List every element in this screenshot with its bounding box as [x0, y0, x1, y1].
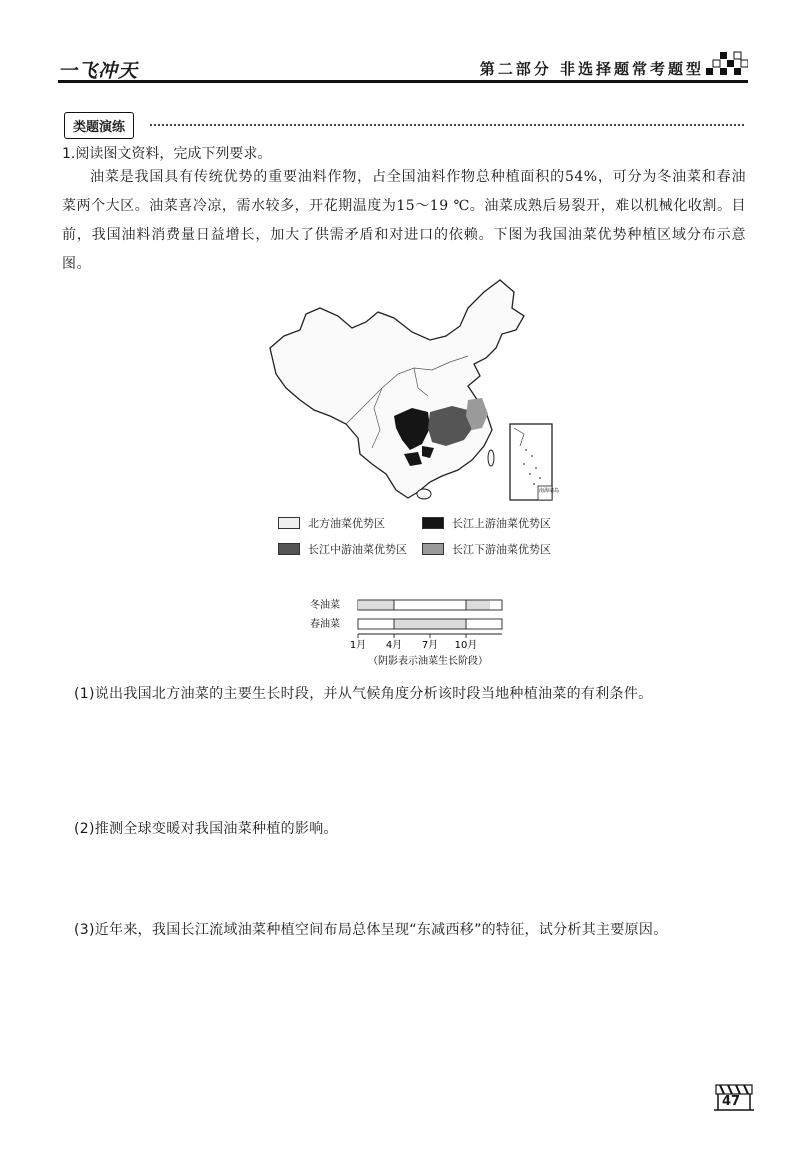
question-paragraph: 油菜是我国具有传统优势的重要油料作物，占全国油料作物总种植面积的54%，可分为冬油菜和春油菜两个大区。油菜喜冷凉，需水较多，开花期温度为15～19 ℃。油菜成熟后易裂开，难以机械化收割。目前，我国油料消费量日益增长，加大了供需矛盾和对进口的依赖。下图为我国油菜优势种植区域分布示意图。 [62, 169, 746, 272]
timeline-shaded-segment [394, 620, 466, 629]
legend-swatch [422, 517, 444, 529]
section-tag: 类题演练 [64, 112, 134, 139]
timeline-row-label: 春油菜 [310, 619, 340, 630]
section-divider [150, 124, 744, 126]
brand-logo: 一飞冲天 [58, 60, 139, 82]
growth-timeline [310, 596, 510, 676]
subquestion-2: (2)推测全球变暖对我国油菜种植的影响。 [74, 821, 338, 837]
subquestion-1: (1)说出我国北方油菜的主要生长时段，并从气候角度分析该时段当地种植油菜的有利条件。 [74, 686, 653, 702]
china-outline [270, 280, 524, 498]
page-header [58, 50, 748, 90]
checker-deco-icon [706, 50, 748, 80]
china-rapeseed-map [262, 278, 562, 510]
legend-item [278, 516, 385, 530]
question-prompt: 1.阅读图文资料，完成下列要求。 [62, 146, 272, 162]
legend-item [278, 542, 407, 556]
timeline-note: （阴影表示油菜生长阶段） [368, 656, 488, 667]
timeline-tick-label: 10月 [454, 640, 478, 651]
legend-item [422, 542, 551, 556]
legend-item [422, 516, 551, 530]
legend-label: 长江上游油菜优势区 [452, 517, 551, 530]
legend-swatch [278, 543, 300, 555]
timeline-tick-label: 4月 [385, 640, 403, 651]
legend-swatch [278, 517, 300, 529]
subquestion-3: (3)近年来，我国长江流域油菜种植空间布局总体呈现“东减西移”的特征，试分析其主要原因。 [74, 922, 668, 938]
header-title: 第二部分 非选择题常考题型 [479, 60, 704, 78]
inset-label: 南海诸岛 [539, 488, 560, 494]
header-rule [58, 80, 748, 83]
legend-label: 北方油菜优势区 [308, 517, 385, 530]
timeline-shaded-segment [358, 601, 394, 610]
legend-label: 长江中游油菜优势区 [308, 543, 407, 556]
page-number: 47 [722, 1094, 741, 1109]
timeline-shaded-segment [466, 601, 490, 610]
legend-swatch [422, 543, 444, 555]
timeline-row-label: 冬油菜 [310, 600, 340, 611]
legend-label: 长江下游油菜优势区 [452, 543, 551, 556]
timeline-tick-label: 1月 [349, 640, 367, 651]
timeline-tick-label: 7月 [421, 640, 439, 651]
